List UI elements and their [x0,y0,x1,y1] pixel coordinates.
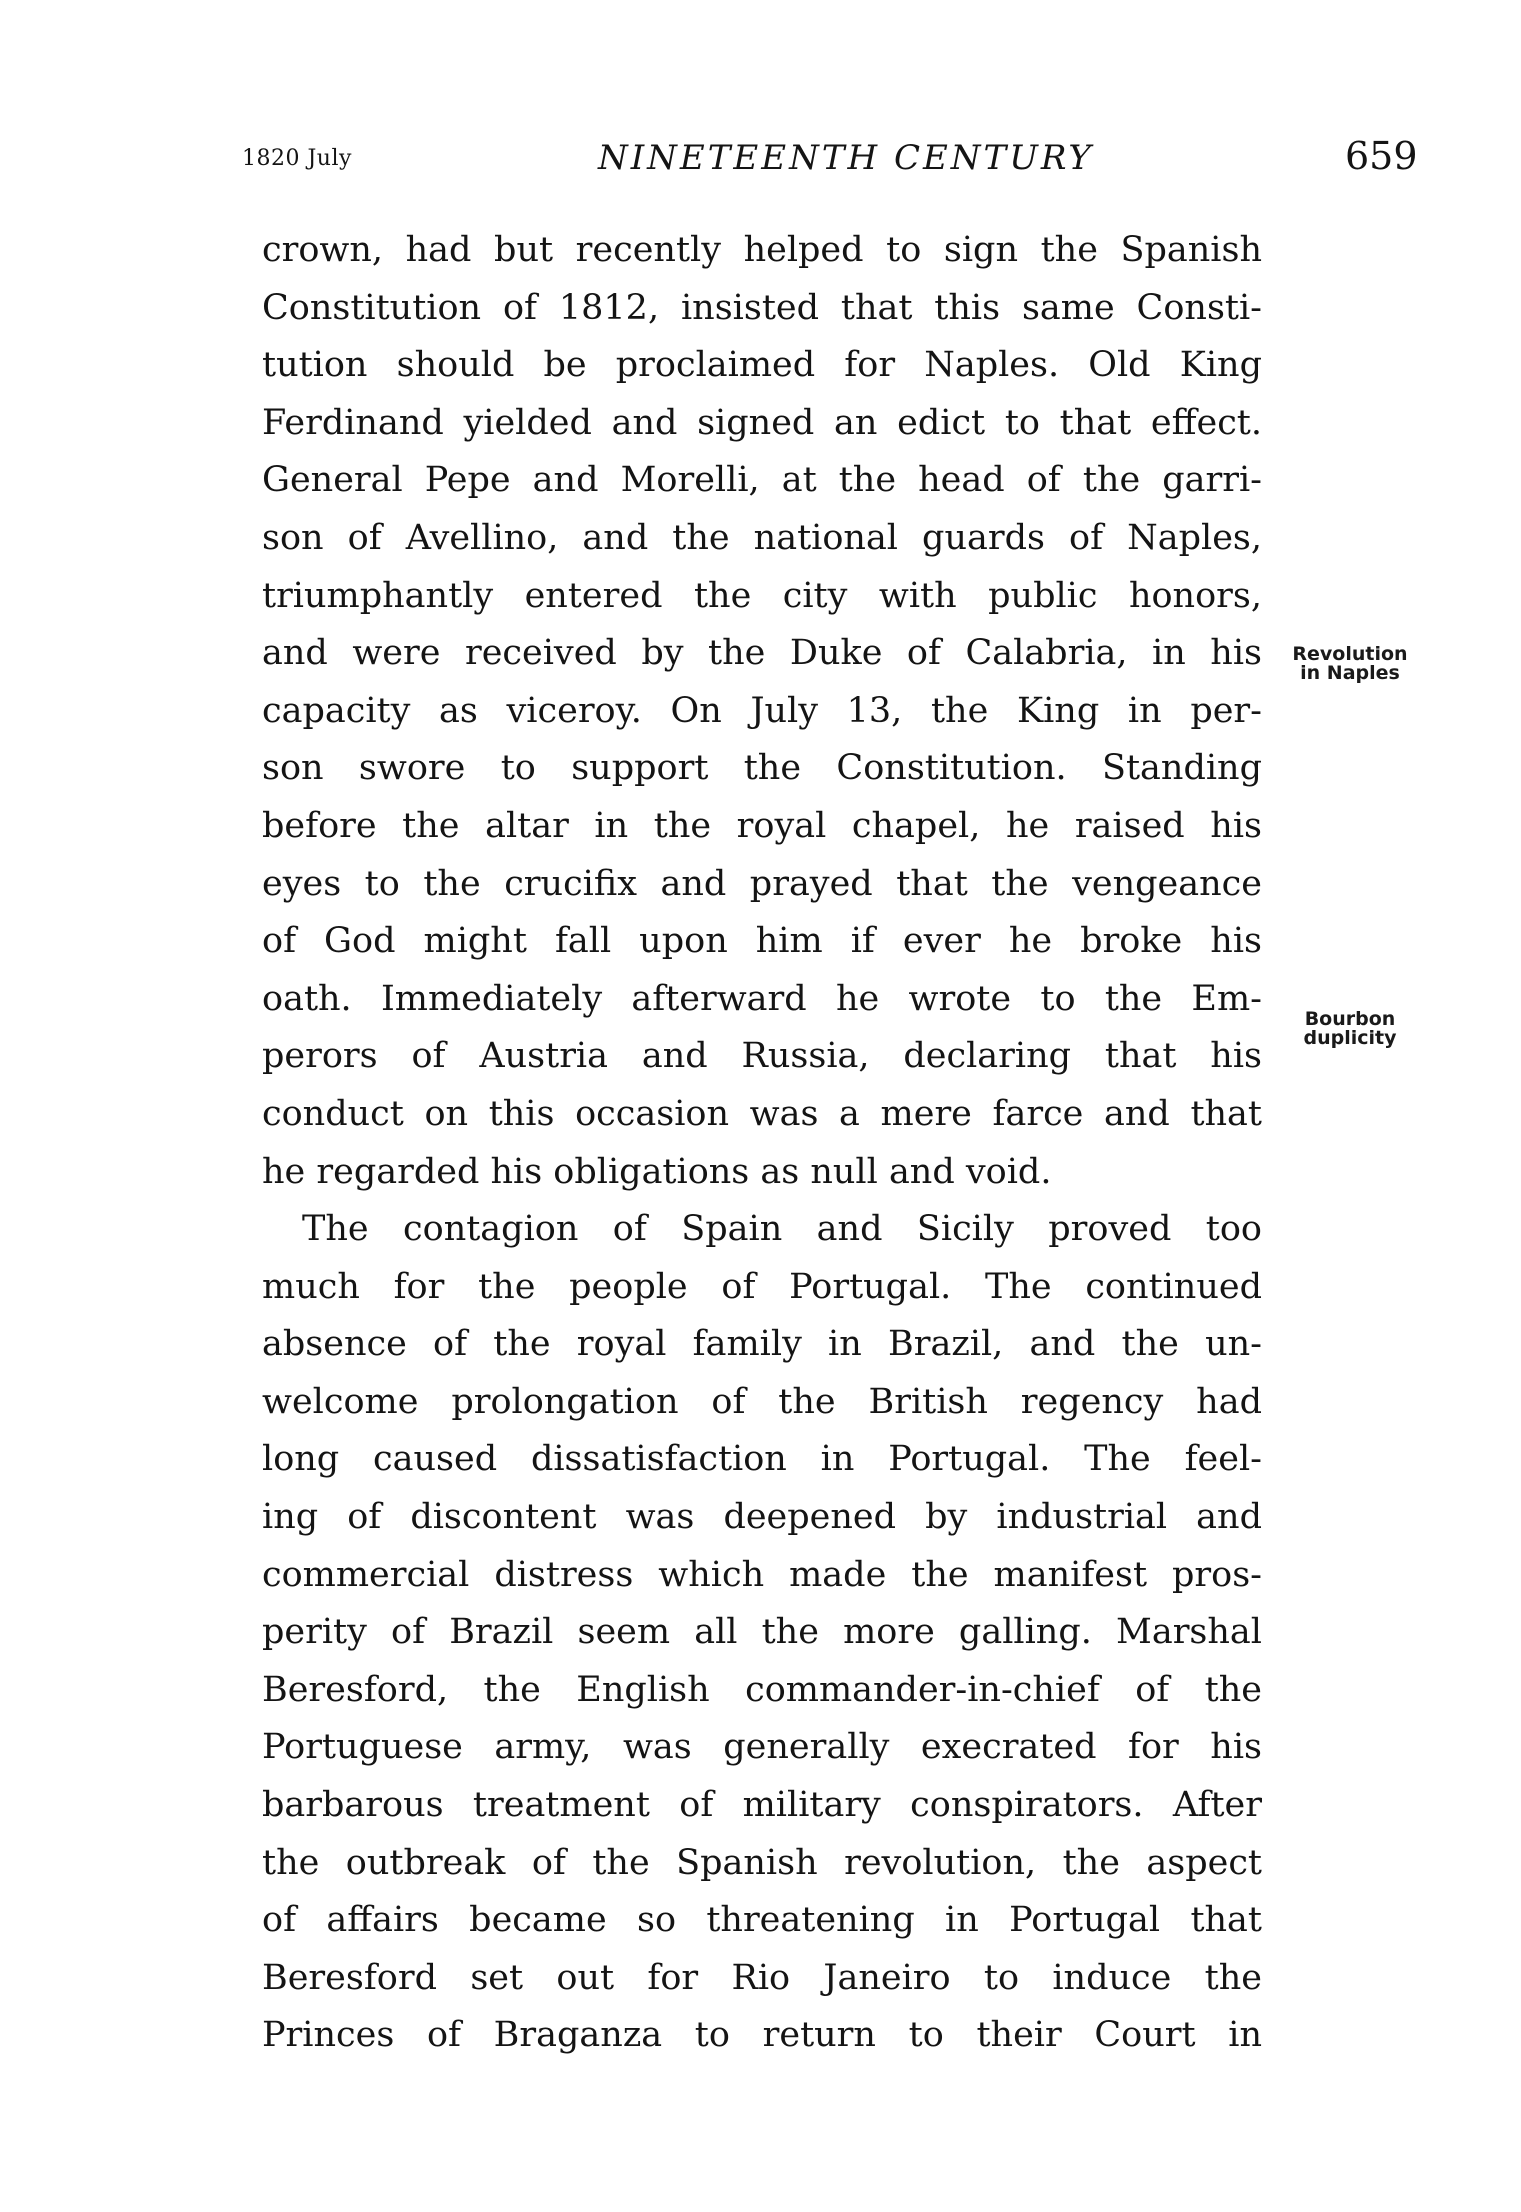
text-line: much for the people of Portugal. The continued [262,1266,1262,1307]
header-date: 1820 July [242,146,352,171]
text-line: triumphantly entered the city with public honors, [262,575,1262,616]
text-line: the outbreak of the Spanish revolution, the aspect [262,1842,1262,1883]
text-line: Portuguese army, was generally execrated for his [262,1727,1262,1768]
header-title: NINETEENTH CENTURY [598,138,1094,178]
text-line: conduct on this occasion was a mere farce and that [262,1093,1262,1134]
text-line: tution should be proclaimed for Naples. Old King [262,345,1262,386]
sidenote-line: in Naples [1300,662,1400,684]
text-line: son swore to support the Constitution. Standing [262,748,1262,789]
text-line: commercial distress which made the manifest pros- [262,1554,1262,1595]
text-line: long caused dissatisfaction in Portugal. The feel- [262,1439,1262,1480]
text-line: Constitution of 1812, insisted that this same Consti- [262,287,1262,328]
text-line: he regarded his obligations as null and void. [262,1151,1052,1192]
text-line: capacity as viceroy. On July 13, the King in per- [262,690,1262,731]
text-line: General Pepe and Morelli, at the head of the garri- [262,460,1262,501]
text-line: Ferdinand yielded and signed an edict to that effect. [262,402,1262,443]
text-line: welcome prolongation of the British regency had [262,1381,1262,1422]
text-line: perors of Austria and Russia, declaring that his [262,1036,1262,1077]
sidenote-line: Revolution [1292,643,1408,665]
text-line: and were received by the Duke of Calabria, in his [262,633,1262,674]
sidenote-bourbon-duplicity [1270,1010,1430,1048]
text-line: of affairs became so threatening in Portugal that [262,1900,1262,1941]
running-head [0,134,1521,184]
text-line: Beresford set out for Rio Janeiro to induce the [262,1957,1262,1998]
text-line: Princes of Braganza to return to their Court in [262,2015,1262,2056]
body-text [262,222,1262,2065]
sidenote-line: duplicity [1303,1027,1397,1049]
text-line: barbarous treatment of military conspirators. After [262,1785,1262,1826]
text-line: oath. Immediately afterward he wrote to the Em- [262,978,1262,1019]
text-line: son of Avellino, and the national guards of Naples, [262,517,1262,558]
text-line: before the altar in the royal chapel, he raised his [262,805,1262,846]
text-line: eyes to the crucifix and prayed that the vengeance [262,863,1262,904]
text-line: ing of discontent was deepened by industrial and [262,1497,1262,1538]
text-line: Beresford, the English commander-in-chief of the [262,1669,1262,1710]
paragraph-2 [262,1201,1262,2065]
text-line: absence of the royal family in Brazil, and the un- [262,1324,1262,1365]
text-line: The contagion of Spain and Sicily proved too [302,1209,1262,1250]
text-line: crown, had but recently helped to sign the Spanish [262,230,1262,270]
text-line: perity of Brazil seem all the more galling. Marshal [262,1612,1262,1653]
sidenote-line: Bourbon [1304,1008,1396,1030]
page-number: 659 [1345,134,1418,178]
text-line: of God might fall upon him if ever he broke his [262,921,1262,962]
paragraph-1 [262,222,1262,1201]
sidenote-revolution-in-naples [1270,645,1430,683]
